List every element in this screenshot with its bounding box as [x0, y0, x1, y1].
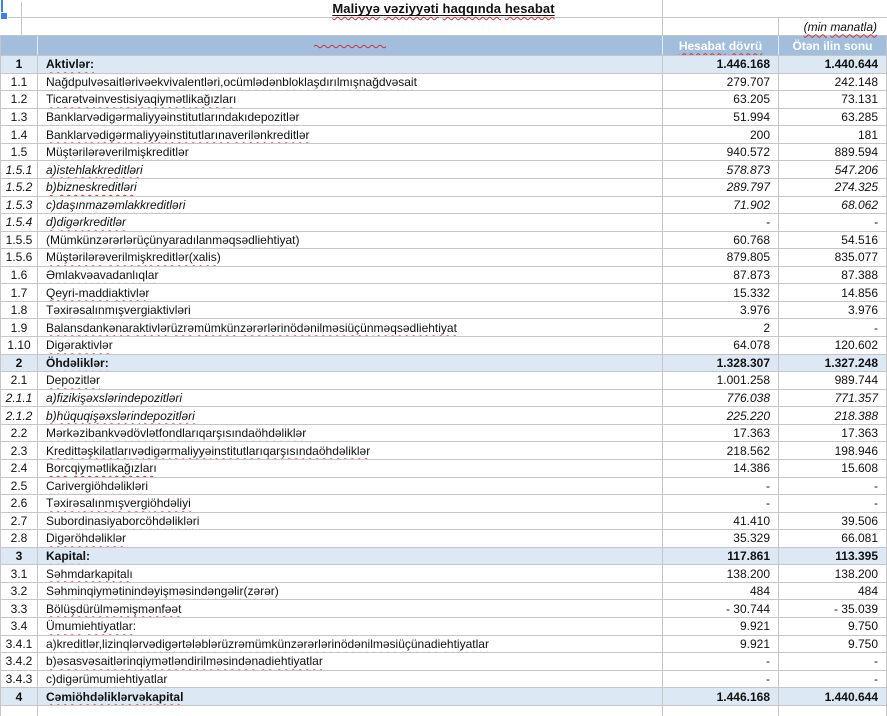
row-number-cell[interactable]: 3.2: [1, 583, 38, 600]
row-number-cell[interactable]: 1.5.6: [1, 249, 38, 266]
period-value-cell[interactable]: 578.873: [663, 161, 779, 178]
unit-note: (min manatla): [803, 19, 877, 34]
period-value-cell[interactable]: 9.921: [663, 636, 779, 653]
row-label-cell[interactable]: Səhmin qiymətinin dəyişməsindən gəlir (zərər): [38, 583, 663, 600]
period-value-cell[interactable]: 41.410: [663, 513, 779, 530]
period-value-cell[interactable]: 3.976: [663, 302, 779, 319]
row-label-cell[interactable]: Ticarət və investisiya qiymətli kağızları: [38, 91, 663, 108]
row-number-cell[interactable]: 3: [1, 548, 38, 565]
row-number-cell[interactable]: 1.5: [1, 144, 38, 161]
row-label-cell[interactable]: Banklar və digər maliyyə institutlarına verilən kreditlər: [38, 126, 663, 143]
previous-value-cell[interactable]: 138.200: [834, 566, 878, 581]
row-number-cell[interactable]: 3.4.1: [1, 636, 38, 653]
row-label-cell[interactable]: Təxirə salınmış vergi öhdəliyi: [38, 495, 663, 512]
previous-value-cell[interactable]: 54.516: [841, 232, 878, 247]
row-number-cell[interactable]: 2.1.2: [1, 407, 38, 424]
previous-value-cell[interactable]: - 35.039: [833, 601, 878, 616]
table-row: [0, 478, 887, 496]
row-number-cell[interactable]: 1.9: [1, 319, 38, 336]
row-label-cell[interactable]: b) hüquqi şəxslərin depozitləri: [38, 407, 663, 424]
table-row: [0, 284, 887, 302]
row-label-cell[interactable]: Subordinasiya borc öhdəlikləri: [38, 513, 663, 530]
row-label-cell[interactable]: Əmlak və avadanlıqlar: [38, 267, 663, 284]
previous-value-cell[interactable]: -: [874, 671, 878, 686]
title-row: [0, 0, 887, 18]
row-label-cell[interactable]: c) daşınmaz əmlak kreditləri: [38, 197, 663, 214]
previous-value-cell[interactable]: -: [874, 215, 878, 230]
period-value-cell[interactable]: 940.572: [663, 144, 779, 161]
table-row: [0, 144, 887, 162]
header-cell-period[interactable]: [663, 36, 779, 55]
row-label-cell[interactable]: Öhdəliklər:: [38, 355, 663, 372]
previous-value-cell[interactable]: 218.388: [834, 408, 878, 423]
row-number-cell[interactable]: 3.1: [1, 565, 38, 582]
period-value-cell[interactable]: 1.001.258: [663, 372, 779, 389]
period-value-cell[interactable]: 64.078: [663, 337, 779, 354]
period-column-label: Hesabat dövrü: [678, 38, 763, 53]
table-row: [0, 513, 887, 531]
row-number-cell[interactable]: 2.6: [1, 495, 38, 512]
row-number-cell[interactable]: 1.1: [1, 74, 38, 91]
previous-value-cell[interactable]: 15.608: [841, 461, 878, 476]
row-number-cell[interactable]: 2.3: [1, 442, 38, 459]
period-value-cell[interactable]: -: [663, 671, 779, 688]
previous-value-cell[interactable]: 68.062: [841, 197, 878, 212]
table-body: [0, 56, 887, 706]
row-number-cell[interactable]: 1.5.5: [1, 232, 38, 249]
period-value-cell[interactable]: 1.446.168: [663, 56, 779, 73]
row-number-cell[interactable]: 2.5: [1, 478, 38, 495]
period-value-cell[interactable]: 225.220: [663, 407, 779, 424]
table-row: [0, 302, 887, 320]
row-label-cell[interactable]: Kredit təşkilatları və digər maliyyə institutları qarşısında öhdəliklər: [38, 442, 663, 459]
previous-value-cell[interactable]: 1.440.644: [824, 689, 878, 704]
row-label-cell[interactable]: a) istehlak kreditləri: [38, 161, 663, 178]
previous-value-cell[interactable]: 771.357: [834, 390, 878, 405]
table-row: [0, 372, 887, 390]
previous-value-cell[interactable]: 484: [857, 584, 878, 599]
table-row: [0, 548, 887, 566]
row-number-cell[interactable]: 2.1.1: [1, 390, 38, 407]
row-label-cell[interactable]: Aktivlər:: [38, 56, 663, 73]
row-number-cell[interactable]: 2.1: [1, 372, 38, 389]
table-row: [0, 126, 887, 144]
previous-value-cell[interactable]: -: [874, 478, 878, 493]
table-row: [0, 197, 887, 215]
previous-value-cell[interactable]: 73.131: [841, 92, 878, 107]
row-label-cell[interactable]: Kapital:: [38, 548, 663, 565]
row-label-cell[interactable]: Təxirə salınmış vergi aktivləri: [38, 302, 663, 319]
row-number-cell[interactable]: 3.4.2: [1, 653, 38, 670]
row-number-cell[interactable]: 3.4: [1, 618, 38, 635]
previous-value-cell[interactable]: 9.750: [847, 636, 878, 651]
table-row: [0, 267, 887, 285]
grid-line-segment-a: [21, 2, 22, 35]
empty-number-cell[interactable]: [1, 706, 38, 716]
period-value-cell[interactable]: 35.329: [663, 530, 779, 547]
period-value-cell[interactable]: 60.768: [663, 232, 779, 249]
period-value-cell[interactable]: 218.562: [663, 442, 779, 459]
empty-label-cell[interactable]: [38, 706, 663, 716]
table-row: [0, 530, 887, 548]
previous-value-cell[interactable]: 1.327.248: [824, 355, 878, 370]
row-label-cell[interactable]: Digər öhdəliklər: [38, 530, 663, 547]
row-label-cell[interactable]: Cari vergi öhdəlikləri: [38, 478, 663, 495]
period-value-cell[interactable]: 879.805: [663, 249, 779, 266]
row-label-cell[interactable]: Müştərilərə verilmiş kreditlər: [38, 144, 663, 161]
period-value-cell[interactable]: 117.861: [663, 548, 779, 565]
previous-value-cell[interactable]: 198.946: [834, 443, 878, 458]
report-title: Maliyyə vəziyyəti haqqında hesabat: [332, 1, 555, 16]
table-row: [0, 179, 887, 197]
table-row: [0, 390, 887, 408]
period-value-cell[interactable]: 9.921: [663, 618, 779, 635]
header-cell-previous-year[interactable]: [779, 36, 886, 55]
row-number-cell[interactable]: 3.3: [1, 600, 38, 617]
row-number-cell[interactable]: 1.8: [1, 302, 38, 319]
grid-line-segment-b: [662, 0, 663, 35]
previous-value-cell[interactable]: -: [874, 496, 878, 511]
grid-line-segment-c: [778, 18, 779, 35]
table-row: [0, 161, 887, 179]
table-row: [0, 337, 887, 355]
row-number-cell[interactable]: 1.2: [1, 91, 38, 108]
row-label-cell[interactable]: Balansdankənar aktivlər üzrə mümkün zərərlərin ödənilməsi üçün məqsədli ehtiyat: [38, 319, 663, 336]
table-row: [0, 495, 887, 513]
row-label-cell[interactable]: Digər aktivlər: [38, 337, 663, 354]
previous-value-cell[interactable]: 66.081: [841, 531, 878, 546]
row-label-cell[interactable]: Səhmdar kapitalı: [38, 565, 663, 582]
row-number-cell[interactable]: 2.2: [1, 425, 38, 442]
previous-value-cell[interactable]: -: [874, 320, 878, 335]
row-number-cell[interactable]: 2.4: [1, 460, 38, 477]
row-number-cell[interactable]: 2: [1, 355, 38, 372]
previous-value-cell[interactable]: 889.594: [834, 145, 878, 160]
header-cell-description[interactable]: [38, 36, 663, 55]
table-row: [0, 636, 887, 654]
table-row: [0, 407, 887, 425]
previous-value-cell[interactable]: 14.856: [841, 285, 878, 300]
empty-previous-cell[interactable]: [779, 706, 886, 716]
period-value-cell[interactable]: 71.902: [663, 197, 779, 214]
row-label-cell[interactable]: Ümumi ehtiyatlar:: [38, 618, 663, 635]
previous-value-cell[interactable]: 547.206: [834, 162, 878, 177]
row-label-cell[interactable]: Bölüşdürülməmiş mənfəət: [38, 600, 663, 617]
row-label-cell[interactable]: Banklar və digər maliyyə institutlarındakı depozitlər: [38, 109, 663, 126]
previous-value-cell[interactable]: 9.750: [847, 619, 878, 634]
table-row: [0, 583, 887, 601]
table-row: [0, 232, 887, 250]
period-value-cell[interactable]: 484: [663, 583, 779, 600]
row-label-cell[interactable]: Mərkəzi bank və dövlət fondları qarşısında öhdəliklər: [38, 425, 663, 442]
table-row: [0, 600, 887, 618]
period-value-cell[interactable]: 14.386: [663, 460, 779, 477]
previous-value-cell[interactable]: 242.148: [834, 74, 878, 89]
period-value-cell[interactable]: - 30.744: [663, 600, 779, 617]
selection-handle[interactable]: [0, 12, 8, 20]
row-number-cell[interactable]: 1.7: [1, 284, 38, 301]
empty-period-cell[interactable]: [663, 706, 779, 716]
table-row: [0, 319, 887, 337]
period-value-cell[interactable]: 138.200: [663, 565, 779, 582]
row-number-cell[interactable]: 2.7: [1, 513, 38, 530]
previous-value-cell[interactable]: 113.395: [835, 549, 878, 564]
previous-value-cell[interactable]: 274.325: [834, 180, 878, 195]
period-value-cell[interactable]: 200: [663, 126, 779, 143]
previous-value-cell[interactable]: 835.077: [834, 250, 878, 265]
period-value-cell[interactable]: -: [663, 478, 779, 495]
previous-value-cell[interactable]: 181: [857, 127, 878, 142]
table-row: [0, 74, 887, 92]
period-value-cell[interactable]: 1.328.307: [663, 355, 779, 372]
previous-value-cell[interactable]: -: [874, 654, 878, 669]
table-row: [0, 618, 887, 636]
previous-year-column-label: Ötən ilin sonu: [792, 38, 873, 53]
period-value-cell[interactable]: 776.038: [663, 390, 779, 407]
row-number-cell[interactable]: 1.5.3: [1, 197, 38, 214]
hidden-text-squiggle-icon: [313, 43, 387, 49]
period-value-cell[interactable]: 51.994: [663, 109, 779, 126]
row-label-cell[interactable]: c) digər ümumi ehtiyatlar: [38, 671, 663, 688]
row-label-cell[interactable]: a) fiziki şəxslərin depozitləri: [38, 390, 663, 407]
period-value-cell[interactable]: 63.205: [663, 91, 779, 108]
table-row: [0, 653, 887, 671]
row-label-cell[interactable]: Qeyri-maddi aktivlər: [38, 284, 663, 301]
row-number-cell[interactable]: 1.5.2: [1, 179, 38, 196]
subtitle-row: [0, 18, 887, 36]
period-value-cell[interactable]: -: [663, 495, 779, 512]
table-row: [0, 688, 887, 706]
row-label-cell[interactable]: Nağd pul vəsaitləri və ekvivalentləri, o cümlədən bloklaşdırılmış nağd vəsait: [38, 74, 663, 91]
table-row: [0, 425, 887, 443]
period-value-cell[interactable]: 289.797: [663, 179, 779, 196]
row-number-cell[interactable]: 4: [1, 688, 38, 705]
previous-value-cell[interactable]: 87.388: [841, 268, 878, 283]
table-row: [0, 56, 887, 74]
row-label-cell[interactable]: Müştərilərə verilmiş kreditlər (xalis): [38, 249, 663, 266]
row-number-cell[interactable]: 1.6: [1, 267, 38, 284]
empty-row: [0, 706, 887, 716]
row-number-cell[interactable]: 1: [1, 56, 38, 73]
period-value-cell[interactable]: 87.873: [663, 267, 779, 284]
period-value-cell[interactable]: 2: [663, 319, 779, 336]
row-number-cell[interactable]: 1.3: [1, 109, 38, 126]
previous-value-cell[interactable]: 1.440.644: [824, 57, 878, 72]
row-label-cell[interactable]: Depozitlər: [38, 372, 663, 389]
row-number-cell[interactable]: 2.8: [1, 530, 38, 547]
row-label-cell[interactable]: b) biznes kreditləri: [38, 179, 663, 196]
period-value-cell[interactable]: 17.363: [663, 425, 779, 442]
previous-value-cell[interactable]: 120.602: [834, 338, 878, 353]
period-value-cell[interactable]: 1.446.168: [663, 688, 779, 705]
table-row: [0, 671, 887, 689]
table-row: [0, 109, 887, 127]
row-label-cell[interactable]: d) digər kreditlər: [38, 214, 663, 231]
table-row: [0, 249, 887, 267]
cell-cursor: [1, 0, 3, 12]
row-label-cell[interactable]: a) kreditlər, lizinqlər və digər tələblər üzrə mümkün zərərlərin ödənilməsi üçün adi ehtiyatlar: [38, 636, 663, 653]
row-label-cell[interactable]: b) əsas vəsaitlərin qiymətləndirilməsindən adi ehtiyatlar: [38, 653, 663, 670]
row-number-cell[interactable]: 1.10: [1, 337, 38, 354]
row-number-cell[interactable]: 1.5.4: [1, 214, 38, 231]
previous-value-cell[interactable]: 63.285: [841, 109, 878, 124]
table-row: [0, 460, 887, 478]
table-row: [0, 442, 887, 460]
row-number-cell[interactable]: 1.5.1: [1, 161, 38, 178]
previous-value-cell[interactable]: 17.363: [841, 426, 878, 441]
period-value-cell[interactable]: -: [663, 214, 779, 231]
previous-value-cell[interactable]: 39.506: [841, 513, 878, 528]
header-cell-number[interactable]: [1, 36, 38, 55]
period-value-cell[interactable]: 15.332: [663, 284, 779, 301]
table-row: [0, 91, 887, 109]
column-header-row: [0, 36, 887, 56]
table-row: [0, 355, 887, 373]
row-number-cell[interactable]: 3.4.3: [1, 671, 38, 688]
row-label-cell[interactable]: Borc qiymətli kağızları: [38, 460, 663, 477]
previous-value-cell[interactable]: 989.744: [834, 373, 878, 388]
table-row: [0, 214, 887, 232]
row-label-cell[interactable]: (Mümkün zərərlər üçün yaradılan məqsədli ehtiyat): [38, 232, 663, 249]
period-value-cell[interactable]: -: [663, 653, 779, 670]
row-label-cell[interactable]: Cəmi öhdəliklər və kapital: [38, 688, 663, 705]
previous-value-cell[interactable]: 3.976: [847, 303, 878, 318]
period-value-cell[interactable]: 279.707: [663, 74, 779, 91]
table-row: [0, 565, 887, 583]
row-number-cell[interactable]: 1.4: [1, 126, 38, 143]
